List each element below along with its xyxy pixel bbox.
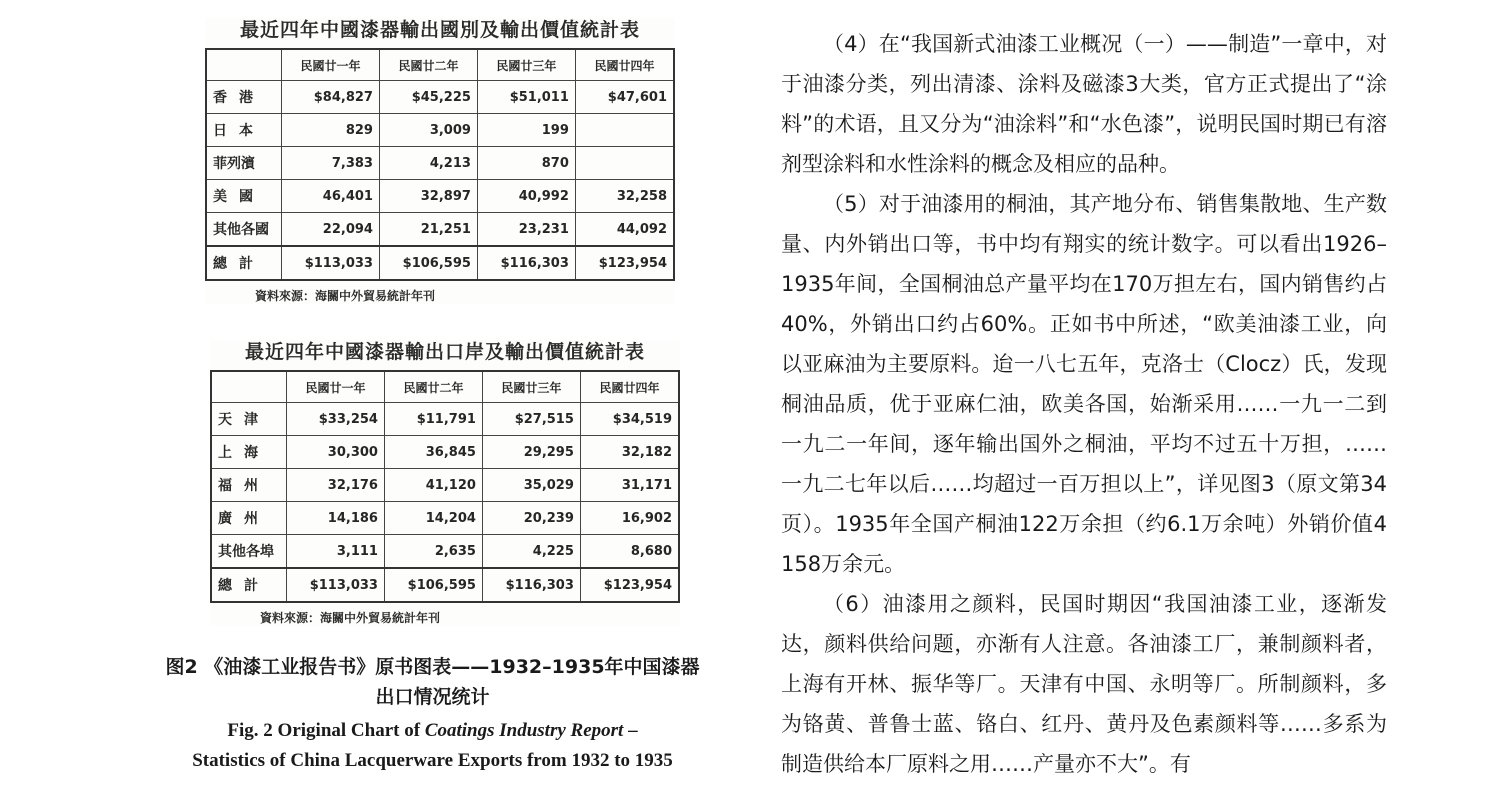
cell-value: 7,383: [282, 147, 380, 180]
table-row: [206, 81, 674, 114]
table1-source-note: 資料來源：海關中外貿易統計年刊: [255, 289, 436, 303]
table1-col-header: 民國廿二年: [379, 49, 477, 81]
table-row: [206, 147, 674, 180]
cell-value: $123,954: [580, 568, 679, 602]
cell-value: $27,515: [482, 403, 580, 436]
cell-value: 32,176: [287, 469, 385, 502]
table-row: [206, 213, 674, 247]
cell-value: 829: [282, 114, 380, 147]
cell-value: $113,033: [287, 568, 385, 602]
cell-value: $113,033: [282, 246, 380, 280]
cell-value: $45,225: [379, 81, 477, 114]
cell-value: 44,092: [575, 213, 674, 247]
table2-col-header: 民國廿四年: [580, 371, 679, 403]
cell-value: $106,595: [379, 246, 477, 280]
caption-zh-line1: 图2 《油漆工业报告书》原书图表——1932–1935年中国漆器: [165, 656, 700, 678]
caption-en-suffix: –: [623, 720, 638, 741]
cell-value: $106,595: [384, 568, 482, 602]
table-row: [211, 436, 679, 469]
export-by-country-table: [205, 48, 675, 281]
table1-col-header: 民國廿一年: [282, 49, 380, 81]
table2-source-note: 資料來源：海關中外貿易統計年刊: [260, 611, 441, 625]
cell-value: 4,225: [482, 535, 580, 569]
cell-value: 14,204: [384, 502, 482, 535]
table-row: [211, 403, 679, 436]
table1-title: 最近四年中國漆器輸出國別及輸出價值統計表: [239, 19, 640, 41]
caption-en-italic-title: Coatings Industry Report: [424, 720, 624, 741]
body-text-column: [781, 24, 1387, 784]
cell-value: $123,954: [575, 246, 674, 280]
cell-value: 199: [477, 114, 575, 147]
cell-value: 8,680: [580, 535, 679, 569]
table1-header-row: [206, 49, 674, 81]
cell-value: 36,845: [384, 436, 482, 469]
row-label: 其他各埠: [211, 535, 287, 569]
cell-value: 40,992: [477, 180, 575, 213]
cell-value: 21,251: [379, 213, 477, 247]
row-label: 其他各國: [206, 213, 282, 247]
paragraph-item-4: （4）在“我国新式油漆工业概况（一）——制造”一章中，对于油漆分类，列出清漆、涂料及磁漆3大类，官方正式提出了“涂料”的术语，且又分为“油涂料”和“水色漆”，说明民国时期已有溶剂型涂料和水性涂料的概念及相应的品种。: [781, 32, 1387, 176]
caption-en-line2: Statistics of China Lacquerware Exports from 1932 to 1935: [192, 750, 673, 771]
caption-en-line1: [100, 716, 765, 746]
table2-col-header: 民國廿一年: [287, 371, 385, 403]
cell-value: 29,295: [482, 436, 580, 469]
table2-title: 最近四年中國漆器輸出口岸及輸出價值統計表: [244, 341, 645, 363]
cell-value: $84,827: [282, 81, 380, 114]
cell-value: 35,029: [482, 469, 580, 502]
table-row: [211, 535, 679, 569]
table1-col-header: 民國廿四年: [575, 49, 674, 81]
table1-col-header: 民國廿三年: [477, 49, 575, 81]
table-row-total: [206, 246, 674, 280]
cell-value: 32,897: [379, 180, 477, 213]
table2-corner-cell: [211, 371, 287, 403]
table2-header-row: [211, 371, 679, 403]
cell-value: [575, 114, 674, 147]
caption-en-prefix: Fig. 2 Original Chart of: [227, 720, 425, 741]
cell-value: 3,009: [379, 114, 477, 147]
row-label: 日本: [206, 114, 282, 147]
cell-value: 2,635: [384, 535, 482, 569]
row-label: 上海: [211, 436, 287, 469]
row-label: 總計: [211, 568, 287, 602]
cell-value: $11,791: [384, 403, 482, 436]
caption-zh-line2: 出口情况统计: [375, 686, 490, 708]
cell-value: 31,171: [580, 469, 679, 502]
cell-value: 4,213: [379, 147, 477, 180]
row-label: 天津: [211, 403, 287, 436]
row-label: 美國: [206, 180, 282, 213]
cell-value: [575, 147, 674, 180]
cell-value: $116,303: [482, 568, 580, 602]
cell-value: $47,601: [575, 81, 674, 114]
table2-col-header: 民國廿三年: [482, 371, 580, 403]
table-row-total: [211, 568, 679, 602]
export-by-port-table-image: [210, 340, 680, 626]
row-label: 總計: [206, 246, 282, 280]
table-row: [211, 469, 679, 502]
cell-value: 46,401: [282, 180, 380, 213]
row-label: 香港: [206, 81, 282, 114]
cell-value: $51,011: [477, 81, 575, 114]
export-by-port-table: [210, 370, 680, 603]
export-by-country-table-image: [205, 18, 675, 304]
table-row: [206, 114, 674, 147]
row-label: 菲列濱: [206, 147, 282, 180]
cell-value: $116,303: [477, 246, 575, 280]
table-row: [206, 180, 674, 213]
row-label: 福州: [211, 469, 287, 502]
paragraph-item-5: （5）对于油漆用的桐油，其产地分布、销售集散地、生产数量、内外销出口等，书中均有翔实的统计数字。可以看出1926–1935年间，全国桐油总产量平均在170万担左右，国内销售约占40%，外销出口约占60%。正如书中所述，“欧美油漆工业，向以亚麻油为主要原料。迨一八七五年，克洛士（Clocz）氏，发现桐油品质，优于亚麻仁油，欧美各国，始渐采用……一九一二到一九二一年间，逐年输出国外之桐油，平均不过五十万担，……一九二七年以后……均超过一百万担以上”，详见图3（原文第34页）。1935年全国产桐油122万余担（约6.1万余吨）外销价值4 158万余元。: [781, 192, 1387, 576]
table-row: [211, 502, 679, 535]
row-label: 廣州: [211, 502, 287, 535]
cell-value: 32,182: [580, 436, 679, 469]
cell-value: 20,239: [482, 502, 580, 535]
table1-corner-cell: [206, 49, 282, 81]
figure-caption-chinese: [100, 652, 765, 712]
cell-value: 41,120: [384, 469, 482, 502]
cell-value: 16,902: [580, 502, 679, 535]
table2-col-header: 民國廿二年: [384, 371, 482, 403]
cell-value: 3,111: [287, 535, 385, 569]
cell-value: 30,300: [287, 436, 385, 469]
cell-value: 22,094: [282, 213, 380, 247]
cell-value: $33,254: [287, 403, 385, 436]
figure-caption-english: [100, 716, 765, 776]
cell-value: 23,231: [477, 213, 575, 247]
cell-value: 32,258: [575, 180, 674, 213]
cell-value: $34,519: [580, 403, 679, 436]
paragraph-item-6: （6）油漆用之颜料，民国时期因“我国油漆工业，逐渐发达，颜料供给问题，亦渐有人注意。各油漆工厂，兼制颜料者，上海有开林、振华等厂。天津有中国、永明等厂。所制颜料，多为铬黄、普鲁士蓝、铬白、红丹、黄丹及色素颜料等……多系为制造供给本厂原料之用……产量亦不大”。有: [781, 592, 1387, 776]
cell-value: 870: [477, 147, 575, 180]
cell-value: 14,186: [287, 502, 385, 535]
